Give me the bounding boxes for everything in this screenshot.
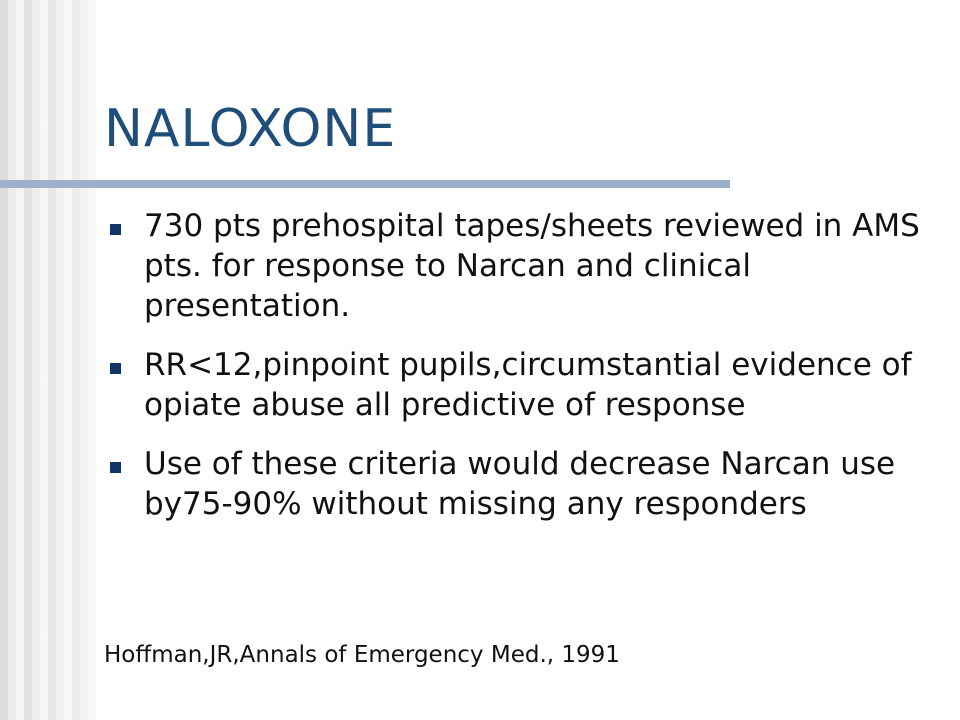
bullet-item [108, 206, 928, 326]
square-bullet-icon [110, 363, 121, 374]
bullet-text: RR<12,pinpoint pupils,circumstantial evidence of opiate abuse all predictive of response [144, 347, 912, 423]
citation: Hoffman,JR,Annals of Emergency Med., 1991 [104, 642, 620, 668]
bullet-item [108, 345, 928, 425]
square-bullet-icon [110, 462, 121, 473]
title-underline [0, 180, 730, 188]
decorative-stripes [0, 0, 96, 720]
bullet-text: Use of these criteria would decrease Narcan use by75-90% without missing any responders [144, 446, 896, 522]
bullet-text: 730 pts prehospital tapes/sheets reviewed in AMS pts. for response to Narcan and clinical presentation. [144, 208, 920, 324]
slide-title: NALOXONE [104, 99, 397, 159]
bullet-item [108, 444, 928, 524]
bullet-list [108, 206, 928, 543]
square-bullet-icon [110, 224, 121, 235]
